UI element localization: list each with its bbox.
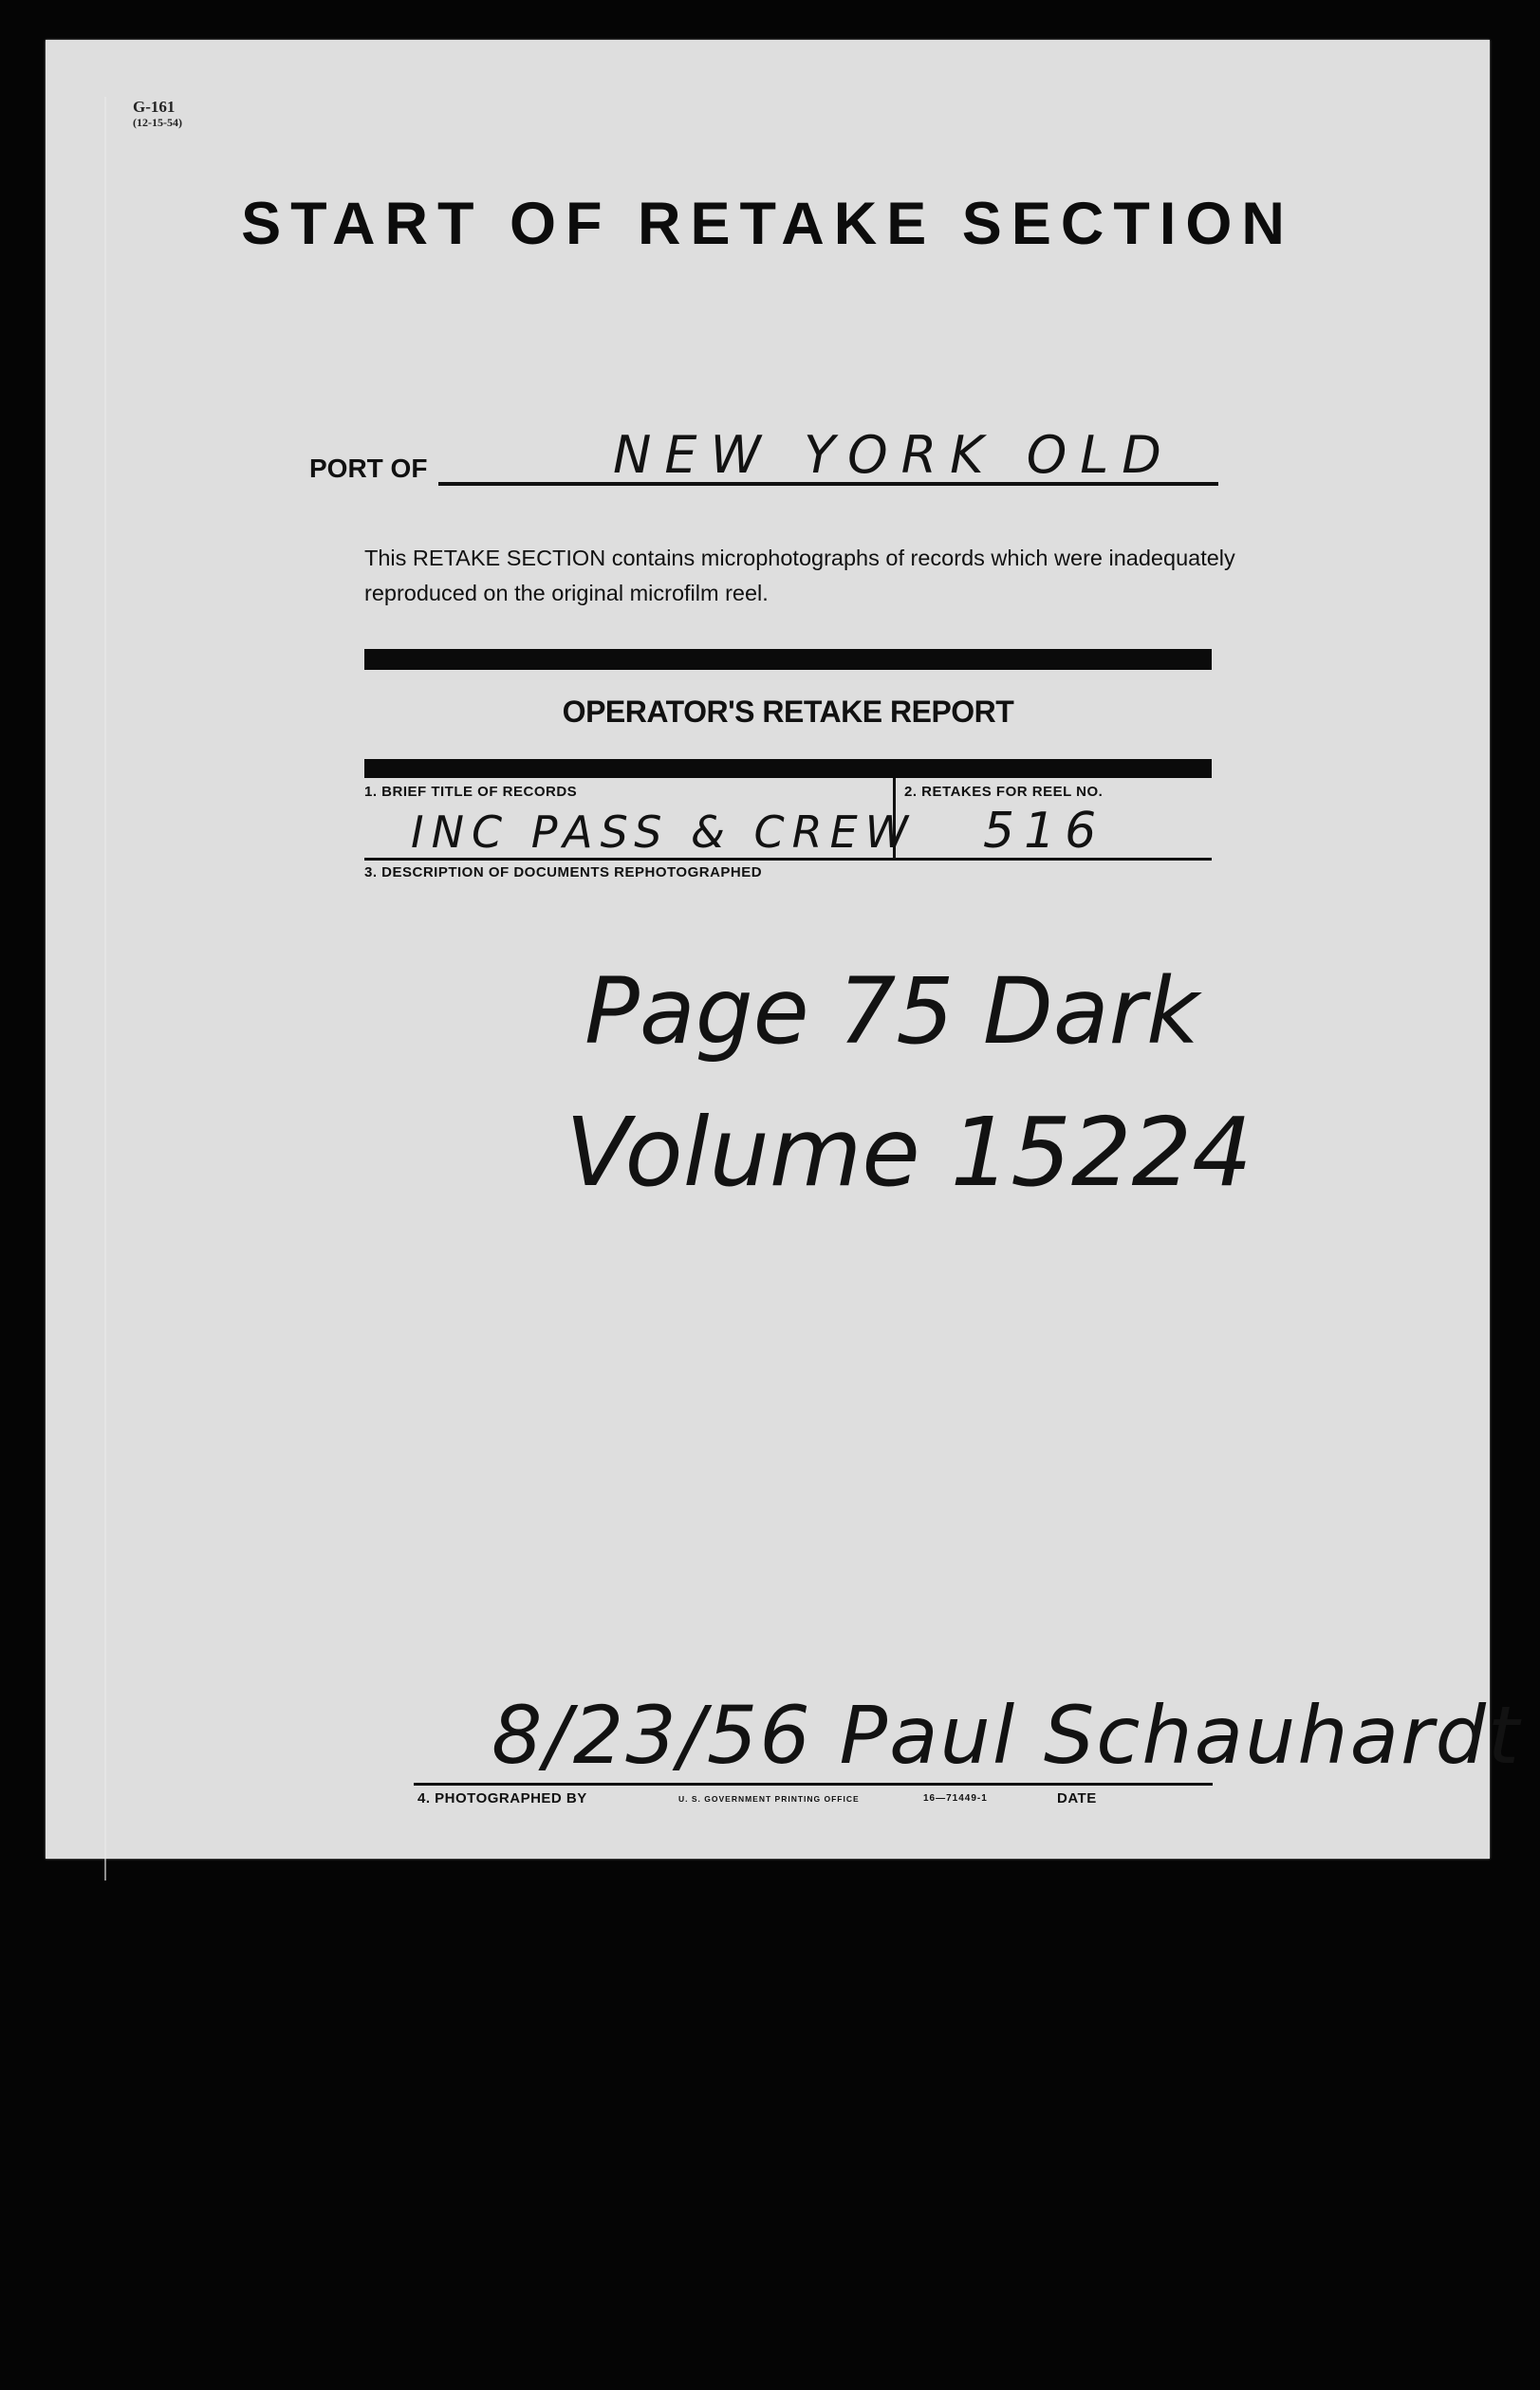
documents-description-label: 3. DESCRIPTION OF DOCUMENTS REPHOTOGRAPHED	[364, 864, 763, 880]
divider-bar-bottom	[364, 759, 1212, 778]
divider-bar-top	[364, 649, 1212, 670]
gpo-form-number: 16—71449-1	[923, 1793, 988, 1804]
reel-number-handwritten: 516	[983, 803, 1106, 860]
port-handwritten-value: NEW YORK OLD	[613, 425, 1175, 485]
photographed-by-label: 4. PHOTOGRAPHED BY	[417, 1790, 587, 1806]
signature-line	[414, 1783, 1213, 1786]
records-title-label: 1. BRIEF TITLE OF RECORDS	[364, 784, 578, 800]
reel-number-label: 2. RETAKES FOR REEL NO.	[904, 784, 1104, 800]
form-code	[133, 99, 182, 129]
description-handwritten-line1: Page 75 Dark	[584, 958, 1199, 1065]
report-title: OPERATOR'S RETAKE REPORT	[562, 695, 1014, 729]
form-title: START OF RETAKE SECTION	[241, 191, 1294, 257]
sheet-edge-shadow	[104, 97, 106, 1881]
port-row	[309, 427, 1268, 484]
form-number: G-161	[133, 98, 176, 116]
fields-underline	[364, 858, 1212, 861]
gpo-imprint: U. S. GOVERNMENT PRINTING OFFICE	[678, 1794, 860, 1804]
port-label: PORT OF	[309, 454, 428, 483]
form-revision-date: (12-15-54)	[133, 115, 182, 129]
date-label: DATE	[1057, 1790, 1097, 1806]
signature-handwritten: 8/23/56 Paul Schauhardt	[492, 1689, 1521, 1782]
description-handwritten-line2: Volume 15224	[566, 1097, 1252, 1208]
retake-form-sheet	[46, 40, 1521, 1859]
retake-description: This RETAKE SECTION contains microphotographs of records which were inadequately reproduced on the original microfilm reel.	[364, 546, 1235, 605]
records-title-handwritten: INC PASS & CREW	[411, 806, 917, 858]
